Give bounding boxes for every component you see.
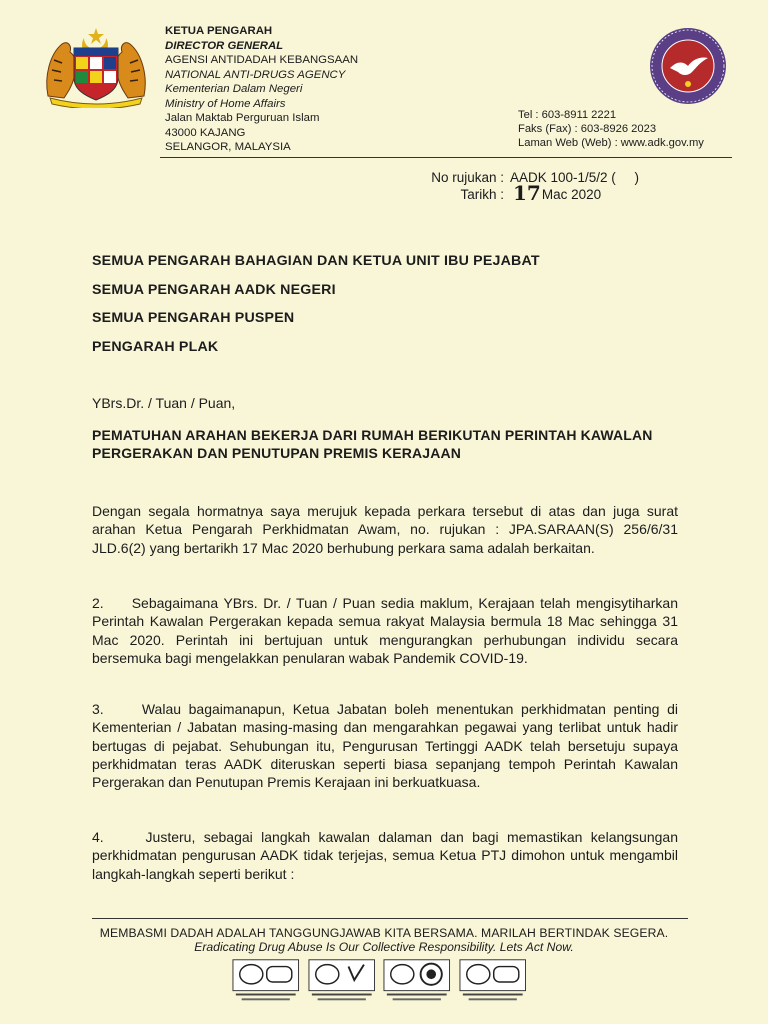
body-paragraph-2: 2. Sebagaimana YBrs. Dr. / Tuan / Puan sedia maklum, Kerajaan telah mengisytiharkan Perintah Kawalan Pergerakan kepada semua rakyat Malaysia bermula 18 Mac sehingga 31 Mac 2020. Perintah ini bertujuan untuk mengurangkan perhubungan individu secara bersemuka bagi mengelakkan penularan wabak Pandemik COVID-19. xyxy=(92,595,678,666)
letterhead-title-ms: KETUA PENGARAH xyxy=(165,25,273,37)
letterhead-address-line-2: 43000 KAJANG xyxy=(165,126,246,139)
letterhead-agency-ms: AGENSI ANTIDADAH KEBANGSAAN xyxy=(165,54,359,66)
body-paragraph-4: 4. Justeru, sebagai langkah kawalan dalaman dan bagi memastikan kelangsungan perkhidmatan pengurusan AADK tidak terjejas, semua Ketua PTJ dimohon untuk mengambil langkah-langkah seperti berikut : xyxy=(92,829,678,882)
recipient-line: SEMUA PENGARAH PUSPEN xyxy=(92,310,295,326)
footer-slogan-en: Eradicating Drug Abuse Is Our Collective Responsibility. Lets Act Now. xyxy=(194,940,574,954)
body-paragraph-1: Dengan segala hormatnya saya merujuk kepada perkara tersebut di atas dan juga surat arahan Ketua Pengarah Perkhidmatan Awam, no. rujukan : JPA.SARAAN(S) 256/6/31 JLD.6(2) yang bertarikh 17 Mac 2020 berhubung perkara sama adalah berkaitan. xyxy=(92,503,678,556)
website-address: Laman Web (Web) : www.adk.gov.my xyxy=(518,137,704,150)
letterhead-agency-en: NATIONAL ANTI-DRUGS AGENCY xyxy=(165,68,346,81)
recipient-line: SEMUA PENGARAH BAHAGIAN DAN KETUA UNIT IBU PEJABAT xyxy=(92,253,540,269)
reference-block xyxy=(426,169,639,203)
letter-subject: PEMATUHAN ARAHAN BEKERJA DARI RUMAH BERIKUTAN PERINTAH KAWALAN PERGERAKAN DAN PENUTUPAN PREMIS KERAJAAN xyxy=(92,427,653,461)
recipient-line: SEMUA PENGARAH AADK NEGERI xyxy=(92,281,336,298)
date-value: Mac 2020 xyxy=(541,187,602,202)
letterhead-address-line-3: SELANGOR, MALAYSIA xyxy=(165,141,291,153)
aadk-agency-seal-icon xyxy=(648,26,728,106)
footer-divider xyxy=(92,918,688,919)
sirim-iso-certification-icon xyxy=(232,958,300,1004)
letterhead-ministry-en: Ministry of Home Affairs xyxy=(165,97,286,110)
body-paragraph-3: 3. Walau bagaimanapun, Ketua Jabatan boleh menentukan perkhidmatan penting di Kementerian / Jabatan masing-masing dan mengarahkan pegawai yang terlibat untuk hadir bertugas di pejabat. Sehubungan itu, Pengurusan Tertinggi AADK telah bersetuju supaya perkhidmatan teras AADK diteruskan seperti biasa sepanjang tempoh Perintah Kawalan Pergerakan dan Penutupan Premis Kerajaan ini berkuatkuasa. xyxy=(92,701,678,791)
sirim-ukas-certification-icon xyxy=(308,958,376,1004)
salutation: YBrs.Dr. / Tuan / Puan, xyxy=(92,395,236,411)
contact-block xyxy=(518,108,704,151)
fax-number: Faks (Fax) : 603-8926 2023 xyxy=(518,123,657,136)
malaysia-coat-of-arms-icon xyxy=(40,26,152,108)
date-label: Tarikh : xyxy=(460,187,504,202)
certification-logos xyxy=(232,958,526,1004)
letterhead-title-en: DIRECTOR GENERAL xyxy=(165,39,284,52)
recipient-list xyxy=(92,253,540,367)
header-divider xyxy=(160,157,732,158)
reference-number-value: AADK 100-1/5/2 ( ) xyxy=(510,170,640,185)
isms-certification-icon xyxy=(459,958,527,1004)
letterhead-block xyxy=(165,24,358,155)
reference-number-label: No rujukan : xyxy=(431,170,504,185)
recipient-line: PENGARAH PLAK xyxy=(92,338,219,355)
letterhead-ministry-ms: Kementerian Dalam Negeri xyxy=(165,83,303,95)
telephone-number: Tel : 603-8911 2221 xyxy=(518,109,617,121)
footer-slogan-ms: MEMBASMI DADAH ADALAH TANGGUNGJAWAB KITA BERSAMA. MARILAH BERTINDAK SEGERA. xyxy=(99,926,669,940)
letterhead-address-line-1: Jalan Maktab Perguruan Islam xyxy=(165,112,320,124)
date-handwritten-day: 17 xyxy=(513,181,541,205)
sirim-iqnet-certification-icon xyxy=(383,958,451,1004)
